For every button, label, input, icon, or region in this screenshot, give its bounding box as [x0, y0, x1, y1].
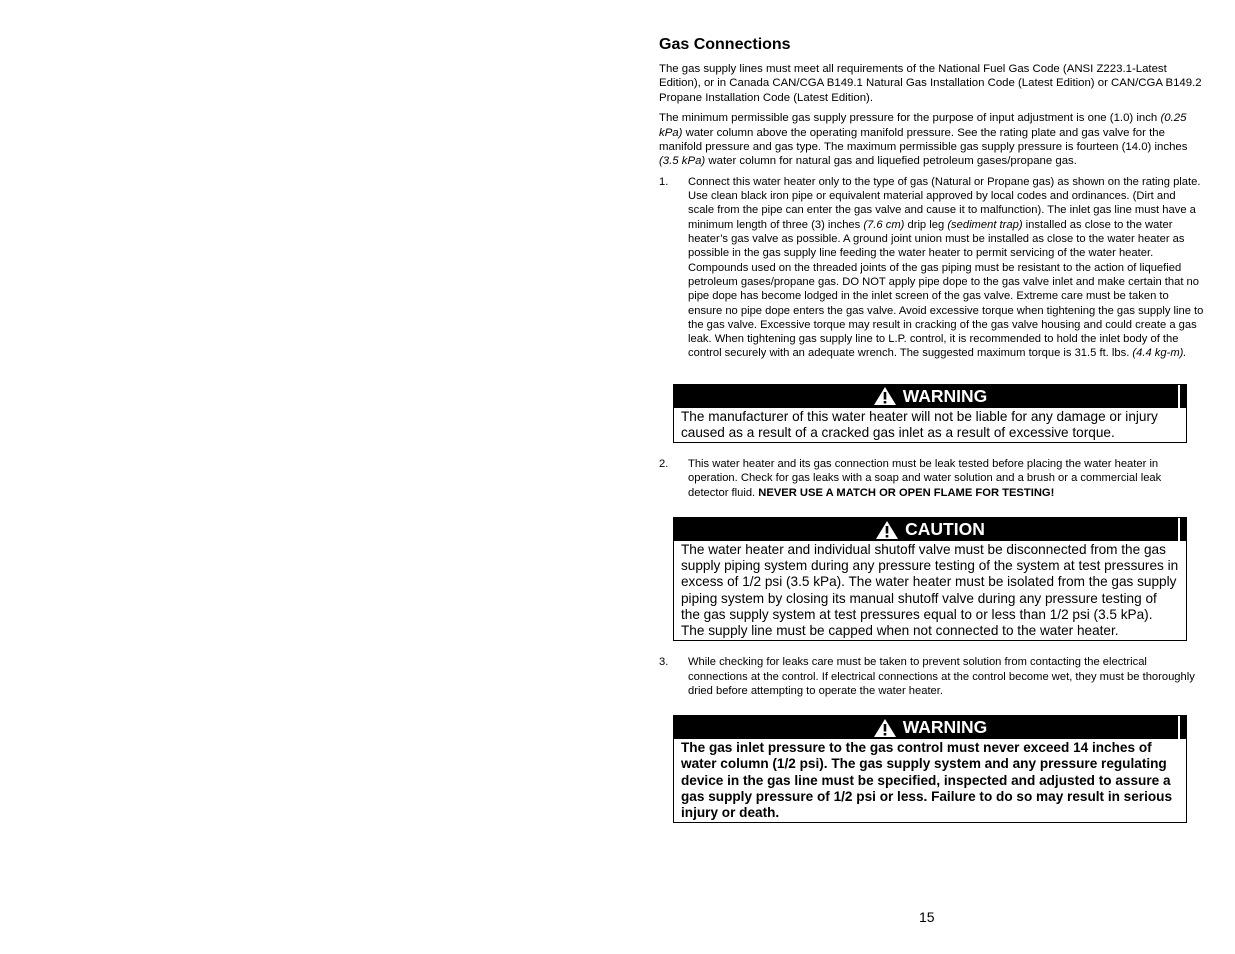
warning-box-torque [673, 384, 1187, 443]
page-number: 15 [919, 909, 935, 925]
item2-bold-text: NEVER USE A MATCH OR OPEN FLAME FOR TESTING! [758, 486, 1055, 499]
caution-banner [674, 518, 1186, 541]
section-title: Gas Connections [659, 36, 791, 53]
caution-box-pressure-testing [673, 517, 1187, 641]
warning-body: The gas inlet pressure to the gas control must never exceed 14 inches of water column (1/2 psi). The gas supply system and any pressure regulating device in the gas line must be specified, inspected and adjusted to assure a gas supply pressure of 1/2 psi or less. Failure to do so may result in serious injury or death. [681, 740, 1173, 820]
warning-triangle-icon [873, 386, 897, 406]
list-item-3 [659, 655, 1204, 698]
intro-paragraph-codes: The gas supply lines must meet all requirements of the National Fuel Gas Code (ANSI Z223.1-Latest Edition), or in Canada CAN/CGA B149.1 Natural Gas Installation Code (Latest Edition) or CAN/CGA B149.2 Propane Installation Code (Latest Edition). [659, 63, 1202, 104]
gas-connections-section [659, 36, 1204, 823]
item1-text-1: Connect this water heater only to the type of gas (Natural or Propane gas) as shown on the rating plate. Use clean black iron pipe or equivalent material approved by local codes and ordinances. (Dirt and scale from the pipe can enter the gas valve and cause it to malfunction). The inlet gas line must have a minimum length of three (3) inches [688, 175, 1201, 231]
list-number: 1. [659, 175, 669, 188]
item1-italic-3: (4.4 kg-m). [1132, 347, 1187, 360]
caution-body: The water heater and individual shutoff valve must be disconnected from the gas supply piping system during any pressure testing of the system at test pressures in excess of 1/2 psi (3.5 kPa). The water heater must be isolated from the gas supply piping system by closing its manual shutoff valve during any pressure testing of the gas supply system at test pressures equal to or less than 1/2 psi (3.5 kPa). The supply line must be capped when not connected to the water heater. [681, 542, 1179, 639]
warning-title: WARNING [902, 385, 988, 406]
list-item-1 [659, 175, 1204, 361]
pressure-metric-max: (3.5 kPa) [659, 155, 706, 168]
item1-italic-1: (7.6 cm) [863, 218, 905, 231]
warning-banner [674, 385, 1186, 408]
item2-text: This water heater and its gas connection must be leak tested before placing the water heater in operation. Check for gas leaks with a soap and water solution and a brush or a commercial leak detector fluid. [688, 458, 1162, 499]
item1-text-3: installed as close to the water heater’s gas valve as possible. A ground joint union must be installed as close to the water heater as possible in the gas supply line feeding the water heater to permit servicing of the water heater. Compounds used on the threaded joints of the gas piping must be resistant to the action of liquefied petroleum gases/propane gas. DO NOT apply pipe dope to the gas valve inlet and make certain that no pipe dope has become lodged in the inlet screen of the gas valve. Extreme care must be taken to ensure no pipe dope enters the gas valve. Avoid excessive torque when tightening the gas supply line to the gas valve. Excessive torque may result in cracking of the gas valve housing and could create a gas leak. When tightening gas supply line to L.P. control, it is recommended to hold the inlet body of the control securely with an adequate wrench. The suggested maximum torque is 31.5 ft. lbs. [688, 218, 1204, 360]
item1-text-2: drip leg [904, 218, 948, 231]
warning-banner [674, 716, 1186, 739]
warning-triangle-icon [875, 520, 899, 540]
warning-box-inlet-pressure [673, 715, 1187, 823]
warning-title: WARNING [902, 717, 988, 738]
list-number: 3. [659, 656, 669, 669]
warning-triangle-icon [873, 718, 897, 738]
list-number: 2. [659, 458, 669, 471]
intro-paragraph-pressure [659, 111, 1204, 169]
pressure-text-b: water column above the operating manifold pressure. See the rating plate and gas valve for the manifold pressure and gas type. The maximum permissible gas supply pressure is fourteen (14.0) inches [659, 126, 1188, 154]
caution-title: CAUTION [905, 519, 985, 539]
item1-italic-2: (sediment trap) [947, 218, 1023, 231]
pressure-metric-min: (0.25 kPa) [659, 112, 1187, 139]
pressure-text-c: water column for natural gas and liquefied petroleum gases/propane gas. [705, 155, 1077, 168]
list-item-2 [659, 457, 1204, 500]
pressure-text-a: The minimum permissible gas supply pressure for the purpose of input adjustment is one (1.0) inch [659, 112, 1161, 125]
item3-text: While checking for leaks care must be taken to prevent solution from contacting the electrical connections at the control. If electrical connections at the control become wet, they must be thoroughly dried before attempting to operate the water heater. [688, 656, 1195, 697]
warning-body: The manufacturer of this water heater will not be liable for any damage or injury caused as a result of a cracked gas inlet as a result of excessive torque. [681, 408, 1158, 440]
